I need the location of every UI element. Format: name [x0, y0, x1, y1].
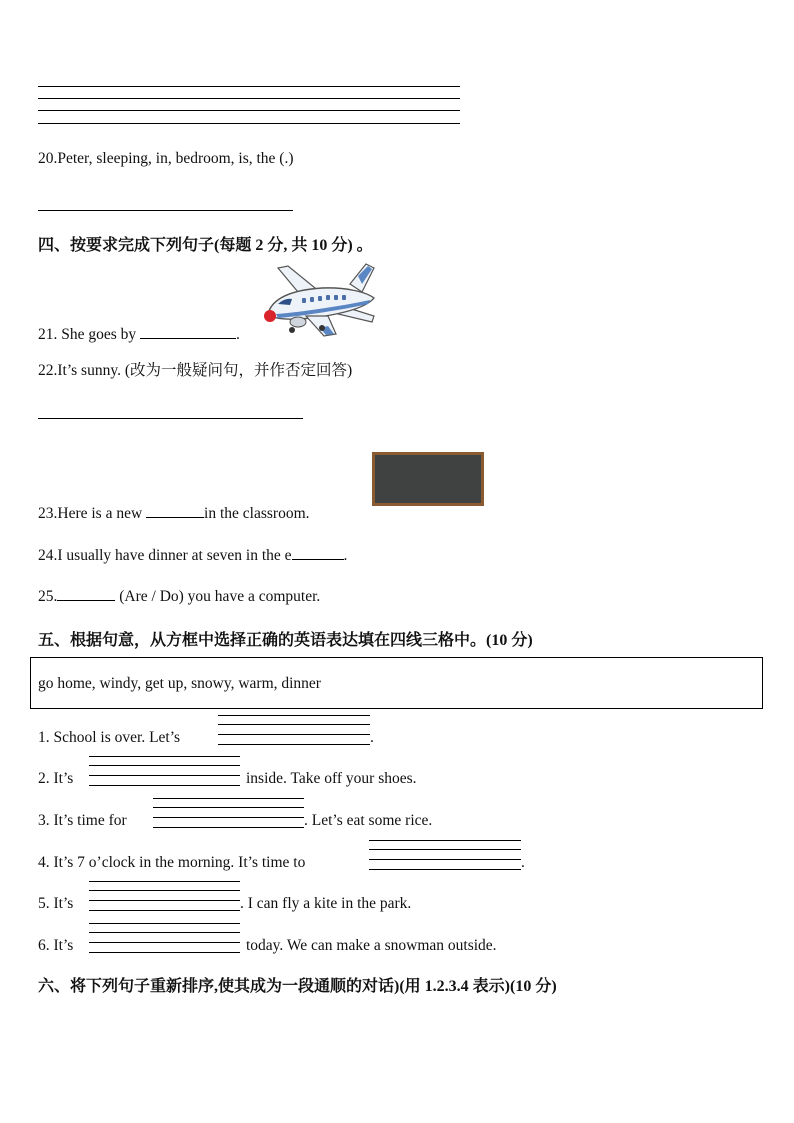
question-24	[38, 545, 347, 565]
four-line-grid-top[interactable]	[38, 86, 460, 126]
word-bank-box	[30, 657, 763, 709]
fill-item-1-text: 1. School is over. Let’s	[38, 729, 181, 746]
fill-item-1-end: .	[370, 729, 374, 746]
question-23-end: in the classroom.	[204, 505, 310, 522]
blackboard-image	[372, 452, 484, 506]
airplane-image	[262, 262, 382, 338]
question-23-text: 23.Here is a new	[38, 505, 147, 522]
fill-item-5-end: . I can fly a kite in the park.	[240, 895, 412, 912]
fill-item-2-end: inside. Take off your shoes.	[246, 770, 417, 787]
answer-blank-25[interactable]	[57, 586, 115, 601]
question-22: 22.It’s sunny. (改为一般疑问句，并作否定回答)	[38, 362, 353, 379]
question-25-text: (Are / Do) you have a computer.	[115, 588, 321, 605]
four-line-grid-2[interactable]	[89, 756, 240, 786]
fill-item-6: 6. It’s	[38, 937, 74, 954]
four-line-grid-5[interactable]	[89, 881, 240, 911]
answer-blank-24[interactable]	[292, 545, 344, 560]
section-4-heading: 四、按要求完成下列句子(每题 2 分, 共 10 分) 。	[38, 237, 373, 254]
question-24-end: .	[343, 547, 348, 564]
question-20: 20.Peter, sleeping, in, bedroom, is, the (.)	[38, 150, 294, 167]
fill-item-3: 3. It’s time for	[38, 812, 127, 829]
question-25	[38, 586, 320, 606]
section-6-heading: 六、将下列句子重新排序,使其成为一段通顺的对话)(用 1.2.3.4 表示)(10 分)	[38, 978, 557, 995]
four-line-grid-1[interactable]	[218, 715, 370, 745]
fill-item-5: 5. It’s	[38, 895, 74, 912]
section-5-heading: 五、根据句意，从方框中选择正确的英语表达填在四线三格中。(10 分)	[38, 632, 533, 649]
fill-item-2: 2. It’s	[38, 770, 74, 787]
fill-item-4: 4. It’s 7 o’clock in the morning. It’s time to	[38, 854, 306, 871]
question-21-text: 21. She goes by	[38, 326, 141, 343]
answer-line-22[interactable]	[38, 418, 303, 419]
fill-item-1	[38, 729, 180, 747]
question-21	[38, 324, 240, 344]
question-24-text: 24.I usually have dinner at seven in the e	[38, 547, 292, 564]
question-25-number: 25.	[38, 588, 58, 605]
question-21-end: .	[236, 326, 240, 343]
word-bank-text: go home, windy, get up, snowy, warm, dinner	[38, 675, 321, 692]
fill-item-4-end: .	[521, 854, 525, 871]
four-line-grid-4[interactable]	[369, 840, 521, 870]
four-line-grid-6[interactable]	[89, 923, 240, 953]
answer-blank-23[interactable]	[146, 503, 204, 518]
fill-item-6-end: today. We can make a snowman outside.	[246, 937, 497, 954]
four-line-grid-3[interactable]	[153, 798, 304, 828]
answer-line-20[interactable]	[38, 210, 293, 211]
fill-item-3-end: . Let’s eat some rice.	[304, 812, 433, 829]
answer-blank-21[interactable]	[140, 324, 236, 339]
question-23	[38, 503, 310, 523]
